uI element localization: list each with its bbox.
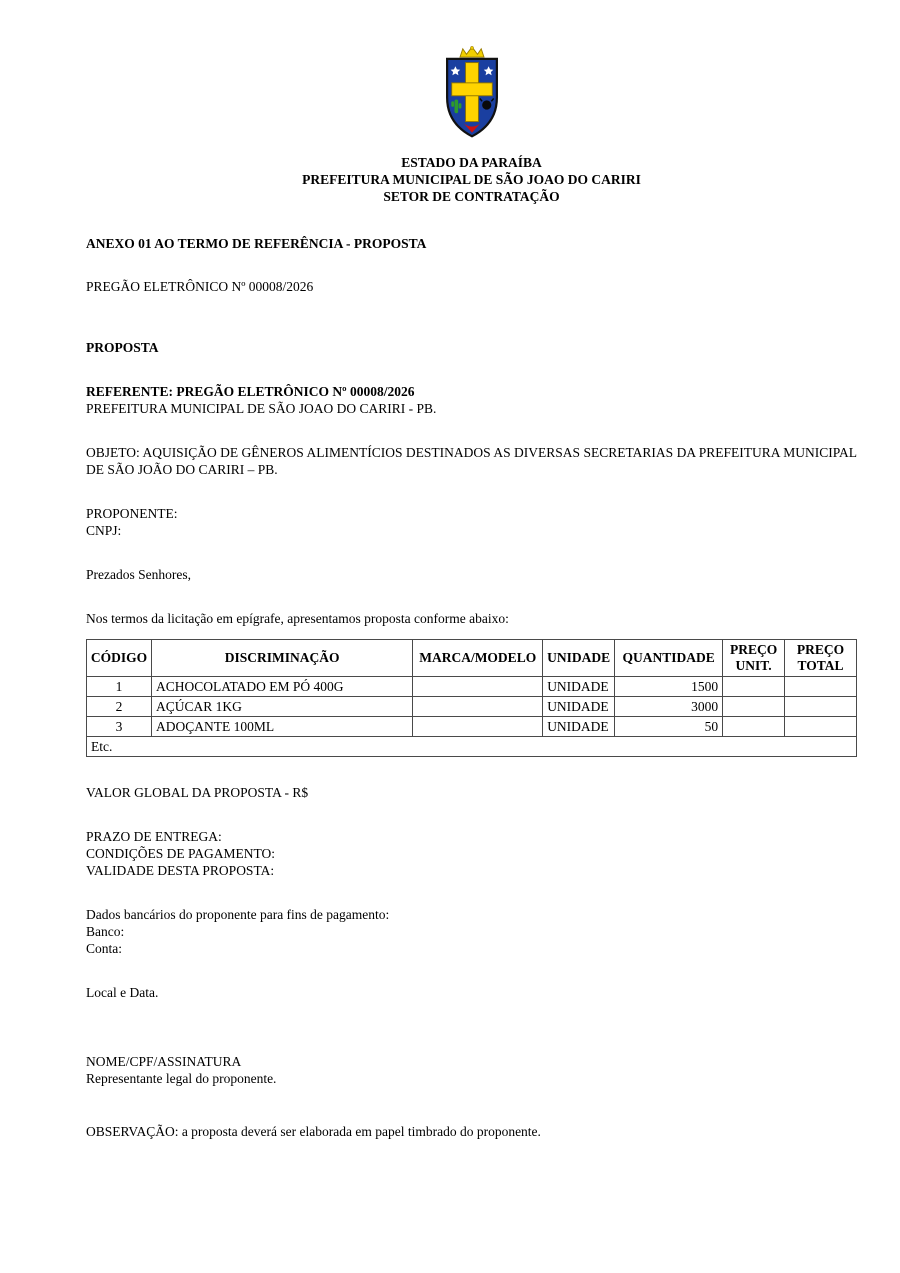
representante-line: Representante legal do proponente.	[86, 1071, 277, 1086]
proposta-heading: PROPOSTA	[86, 340, 159, 355]
letterhead-municipality: PREFEITURA MUNICIPAL DE SÃO JOAO DO CARIRI	[302, 172, 641, 187]
letterhead	[86, 154, 857, 205]
col-header-unidade: UNIDADE	[543, 640, 615, 677]
table-row	[87, 677, 857, 697]
cell-preco-unit	[723, 697, 785, 717]
table-footer-row	[87, 737, 857, 757]
letterhead-department: SETOR DE CONTRATAÇÃO	[383, 189, 560, 204]
local-data-line: Local e Data.	[86, 985, 159, 1000]
dados-bancarios-line: Dados bancários do proponente para fins de pagamento:	[86, 907, 390, 922]
cell-preco-total	[785, 717, 857, 737]
intro-line: Nos termos da licitação em epígrafe, apresentamos proposta conforme abaixo:	[86, 611, 509, 626]
cell-marca-modelo	[413, 677, 543, 697]
col-header-preco-total: PREÇO TOTAL	[785, 640, 857, 677]
cell-codigo: 1	[87, 677, 152, 697]
col-header-marca-modelo: MARCA/MODELO	[413, 640, 543, 677]
prazo-label: PRAZO DE ENTREGA:	[86, 829, 222, 844]
bank-details-block	[86, 906, 857, 957]
cell-quantidade: 1500	[615, 677, 723, 697]
document-title: ANEXO 01 AO TERMO DE REFERÊNCIA - PROPOSTA	[86, 236, 427, 251]
coat-of-arms	[435, 46, 509, 140]
cell-marca-modelo	[413, 717, 543, 737]
cell-codigo: 2	[87, 697, 152, 717]
cell-unidade: UNIDADE	[543, 697, 615, 717]
table-footer-note: Etc.	[87, 737, 857, 757]
col-header-quantidade: QUANTIDADE	[615, 640, 723, 677]
prefeitura-line: PREFEITURA MUNICIPAL DE SÃO JOAO DO CARIRI - PB.	[86, 401, 437, 416]
col-header-codigo: CÓDIGO	[87, 640, 152, 677]
pregao-line: PREGÃO ELETRÔNICO Nº 00008/2026	[86, 279, 314, 294]
cell-marca-modelo	[413, 697, 543, 717]
conta-label: Conta:	[86, 941, 122, 956]
conditions-block	[86, 828, 857, 879]
objeto-paragraph: OBJETO: AQUISIÇÃO DE GÊNEROS ALIMENTÍCIOS DESTINADOS AS DIVERSAS SECRETARIAS DA PREFEITURA MUNICIPAL DE SÃO JOÃO DO CARIRI – PB.	[86, 445, 857, 477]
referente-block	[86, 383, 857, 417]
col-header-preco-unit: PREÇO UNIT.	[723, 640, 785, 677]
cell-codigo: 3	[87, 717, 152, 737]
condicoes-label: CONDIÇÕES DE PAGAMENTO:	[86, 846, 276, 861]
cell-preco-unit	[723, 717, 785, 737]
col-header-discriminacao: DISCRIMINAÇÃO	[151, 640, 412, 677]
salutation: Prezados Senhores,	[86, 567, 191, 582]
referente-line: REFERENTE: PREGÃO ELETRÔNICO Nº 00008/2026	[86, 384, 415, 399]
cell-quantidade: 50	[615, 717, 723, 737]
cnpj-label: CNPJ:	[86, 523, 122, 538]
table-header-row	[87, 640, 857, 677]
table-row	[87, 697, 857, 717]
cell-unidade: UNIDADE	[543, 717, 615, 737]
cell-preco-unit	[723, 677, 785, 697]
cell-quantidade: 3000	[615, 697, 723, 717]
assinatura-line: NOME/CPF/ASSINATURA	[86, 1054, 242, 1069]
proponente-block	[86, 505, 857, 539]
cell-discriminacao: AÇÚCAR 1KG	[151, 697, 412, 717]
cell-discriminacao: ADOÇANTE 100ML	[151, 717, 412, 737]
valor-global-line: VALOR GLOBAL DA PROPOSTA - R$	[86, 785, 309, 800]
signature-block	[86, 1053, 857, 1087]
coat-of-arms-container	[86, 46, 857, 144]
proponente-label: PROPONENTE:	[86, 506, 178, 521]
items-table	[86, 639, 857, 757]
table-row	[87, 717, 857, 737]
cell-discriminacao: ACHOCOLATADO EM PÓ 400G	[151, 677, 412, 697]
cell-preco-total	[785, 697, 857, 717]
letterhead-state: ESTADO DA PARAÍBA	[401, 155, 542, 170]
banco-label: Banco:	[86, 924, 125, 939]
observacao-line: OBSERVAÇÃO: a proposta deverá ser elaborada em papel timbrado do proponente.	[86, 1124, 541, 1139]
cell-preco-total	[785, 677, 857, 697]
validade-label: VALIDADE DESTA PROPOSTA:	[86, 863, 275, 878]
cell-unidade: UNIDADE	[543, 677, 615, 697]
